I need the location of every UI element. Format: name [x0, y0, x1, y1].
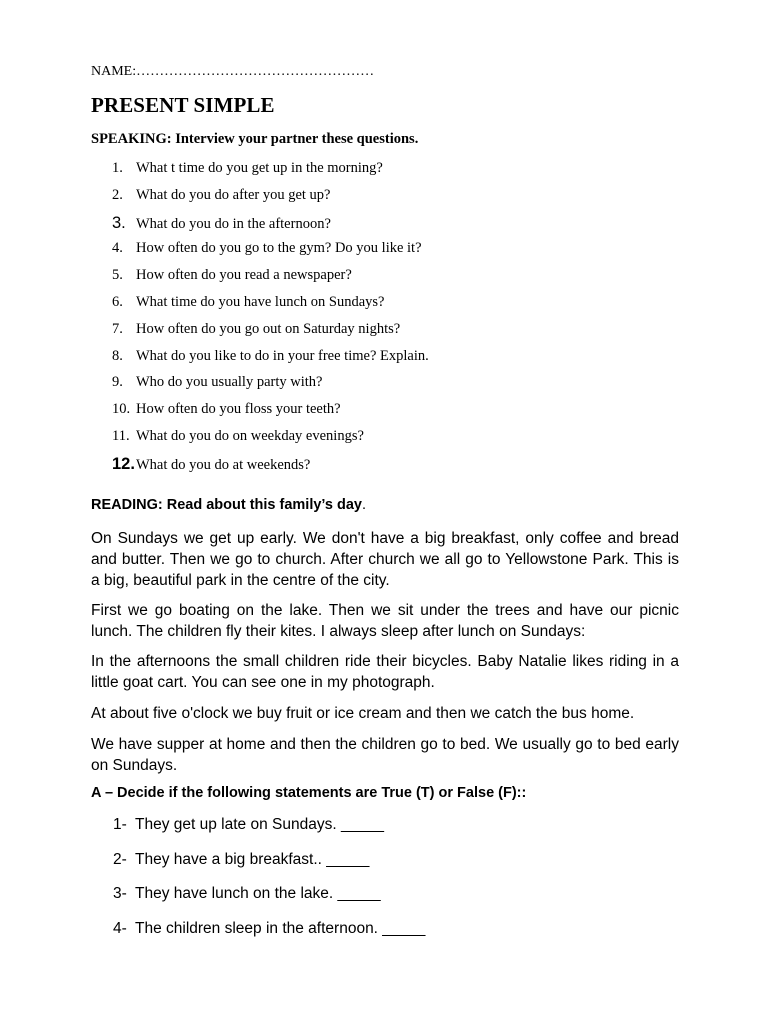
question-number: 8.	[112, 347, 123, 364]
question-text: How often do you floss your teeth?	[136, 401, 341, 418]
question-number: 6.	[112, 293, 123, 310]
question-text: How often do you go to the gym? Do you like it?	[136, 240, 422, 257]
question-item	[112, 214, 429, 241]
statement-item	[113, 851, 425, 886]
question-text: Who do you usually party with?	[136, 374, 323, 391]
reading-heading-period: .	[361, 497, 367, 513]
question-number: 1.	[112, 160, 123, 176]
question-item	[112, 374, 429, 401]
reading-heading-text: READING: Read about this family’s day	[91, 497, 362, 513]
statement-item	[113, 885, 425, 920]
question-item	[112, 321, 429, 348]
reading-paragraph: In the afternoons the small children ride their bicycles. Baby Natalie likes riding in a little goat cart. You can see one in my photograph.	[91, 653, 679, 691]
speaking-questions-list	[112, 160, 429, 482]
speaking-heading: SPEAKING: Interview your partner these questions.	[91, 131, 419, 147]
true-false-statements-list	[113, 816, 425, 955]
statement-text: They get up late on Sundays. _____	[135, 816, 385, 833]
statement-text: They have lunch on the lake. _____	[135, 885, 381, 903]
statement-item	[113, 920, 425, 955]
question-number: 4.	[112, 240, 123, 257]
question-number: 12.	[112, 454, 135, 473]
statement-text: The children sleep in the afternoon. _____	[135, 920, 426, 938]
question-item	[112, 348, 429, 375]
reading-heading	[91, 497, 366, 513]
statement-number: 2-	[113, 850, 127, 868]
question-item	[112, 455, 429, 482]
statement-number: 1-	[113, 816, 127, 833]
question-text: What do you do on weekday evenings?	[136, 427, 364, 444]
question-item	[112, 401, 429, 428]
question-text: What do you do after you get up?	[136, 186, 331, 203]
reading-paragraph: We have supper at home and then the children go to bed. We usually go to bed early on Sundays.	[91, 736, 679, 774]
reading-paragraph: First we go boating on the lake. Then we sit under the trees and have our picnic lunch. The children fly their kites. I always sleep after lunch on Sundays:	[91, 602, 679, 640]
question-item	[112, 267, 429, 294]
question-text: What do you do in the afternoon?	[136, 215, 331, 232]
question-number: 2.	[112, 186, 123, 203]
question-text: What do you do at weekends?	[136, 456, 311, 473]
question-item	[112, 240, 429, 267]
question-number: 7.	[112, 320, 123, 337]
name-line: NAME:……………………………………………	[91, 64, 375, 79]
true-false-heading: A – Decide if the following statements are True (T) or False (F)::	[91, 785, 527, 801]
question-text: How often do you go out on Saturday nights?	[136, 320, 401, 337]
page-title: PRESENT SIMPLE	[91, 93, 275, 117]
statement-number: 3-	[113, 885, 127, 903]
statement-item	[113, 816, 425, 851]
question-number: 3.	[112, 213, 126, 232]
question-item	[112, 428, 429, 455]
question-number: 5.	[112, 267, 123, 284]
question-number: 9.	[112, 374, 123, 391]
reading-paragraph: At about five o'clock we buy fruit or ice cream and then we catch the bus home.	[91, 705, 635, 722]
statement-number: 4-	[113, 920, 127, 938]
question-number: 10.	[112, 401, 131, 418]
question-number: 11.	[112, 427, 130, 444]
statement-text: They have a big breakfast.. _____	[135, 850, 370, 868]
question-item	[112, 294, 429, 321]
question-text: What do you like to do in your free time? Explain.	[136, 347, 429, 364]
question-item	[112, 187, 429, 214]
question-item	[112, 160, 429, 187]
reading-paragraph: On Sundays we get up early. We don't have a big breakfast, only coffee and bread and butter. Then we go to church. After church we all go to Yellowstone Park. This is a big, beautiful park in the centre of the city.	[91, 530, 679, 589]
question-text: How often do you read a newspaper?	[136, 267, 352, 284]
question-text: What t time do you get up in the morning?	[136, 160, 383, 176]
question-text: What time do you have lunch on Sundays?	[136, 293, 385, 310]
